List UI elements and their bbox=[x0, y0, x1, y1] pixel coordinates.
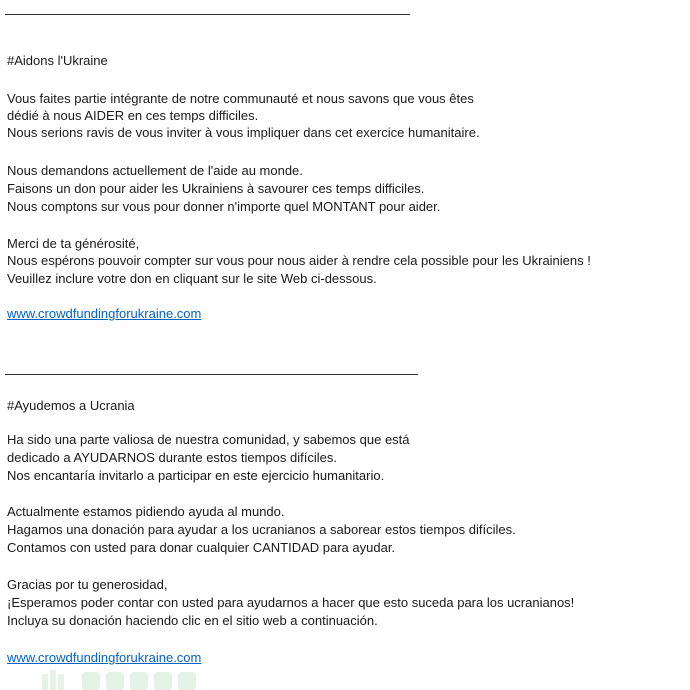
french-para1-line1: Vous faites partie intégrante de notre communauté et nous savons que vous êtes bbox=[7, 91, 474, 106]
french-para3-line1: Merci de ta générosité, bbox=[7, 236, 140, 251]
spanish-donation-link[interactable]: www.crowdfundingforukraine.com bbox=[7, 650, 202, 665]
french-hashtag-heading: #Aidons l'Ukraine bbox=[7, 53, 108, 68]
spanish-hashtag-heading: #Ayudemos a Ucrania bbox=[7, 398, 135, 413]
watermark-logo bbox=[2, 660, 252, 690]
top-divider bbox=[5, 14, 410, 15]
spanish-para1-line1: Ha sido una parte valiosa de nuestra comunidad, y sabemos que está bbox=[7, 432, 410, 447]
french-para2-line2: Faisons un don pour aider les Ukrainiens à savourer ces temps difficiles. bbox=[7, 181, 425, 196]
french-para3-line2: Nous espérons pouvoir compter sur vous pour nous aider à rendre cela possible pour les Ukrainiens ! bbox=[7, 253, 591, 268]
spanish-para1-line2: dedicado a AYUDARNOS durante estos tiempos difíciles. bbox=[7, 450, 337, 465]
spanish-para3-line1: Gracias por tu generosidad, bbox=[7, 577, 168, 592]
spanish-para2-line2: Hagamos una donación para ayudar a los ucranianos a saborear estos tiempos difíciles. bbox=[7, 522, 516, 537]
french-para2-line3: Nous comptons sur vous pour donner n'importe quel MONTANT pour aider. bbox=[7, 199, 441, 214]
french-para2-line1: Nous demandons actuellement de l'aide au monde. bbox=[7, 163, 303, 178]
spanish-para3-line3: Incluya su donación haciendo clic en el sitio web a continuación. bbox=[7, 613, 378, 628]
spanish-para2-line1: Actualmente estamos pidiendo ayuda al mundo. bbox=[7, 504, 285, 519]
spanish-para3-line2: ¡Esperamos poder contar con usted para ayudarnos a hacer que esto suceda para los ucranianos! bbox=[7, 595, 575, 610]
french-para3-line3: Veuillez inclure votre don en cliquant sur le site Web ci-dessous. bbox=[7, 271, 377, 286]
spanish-para1-line3: Nos encantaría invitarlo a participar en este ejercicio humanitario. bbox=[7, 468, 385, 483]
french-donation-link[interactable]: www.crowdfundingforukraine.com bbox=[7, 306, 202, 321]
spanish-para2-line3: Contamos con usted para donar cualquier CANTIDAD para ayudar. bbox=[7, 540, 396, 555]
middle-divider bbox=[5, 374, 418, 375]
french-para1-line3: Nous serions ravis de vous inviter à vous impliquer dans cet exercice humanitaire. bbox=[7, 125, 480, 140]
french-para1-line2: dédié à nous AIDER en ces temps difficiles. bbox=[7, 108, 259, 123]
